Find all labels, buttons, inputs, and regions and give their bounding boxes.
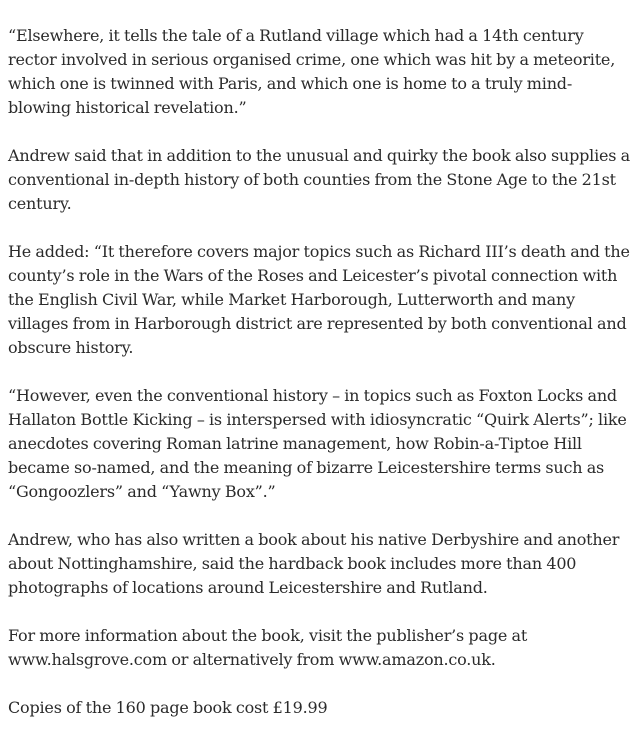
paragraph-price: Copies of the 160 page book cost £19.99 (8, 698, 328, 717)
paragraph-conventional-history: Andrew said that in addition to the unusual and quirky the book also supplies a conventional in-depth history of both counties from the Stone Age to the 21st century. (8, 146, 631, 213)
paragraph-major-topics: He added: “It therefore covers major topics such as Richard III’s death and the county’s role in the Wars of the Roses and Leicester’s pivotal connection with the English Civil War, while Market Harborough, Lutterworth and many villages from in Harborough district are represented by both conventional and obscure history. (8, 242, 630, 357)
paragraph-quirk-alerts: “However, even the conventional history – in topics such as Foxton Locks and Hallaton Bottle Kicking – is interspersed with idiosyncratic “Quirk Alerts”; like anecdotes covering Roman latrine management, how Robin-a-Tiptoe Hill became so-named, and the meaning of bizarre Leicestershire terms such as “Gongoozlers” and “Yawny Box”.” (8, 386, 627, 501)
article-body (8, 24, 633, 720)
paragraph-author-books: Andrew, who has also written a book about his native Derbyshire and another about Nottinghamshire, said the hardback book includes more than 400 photographs of locations around Leicestershire and Rutland. (8, 530, 620, 597)
paragraph-more-information: For more information about the book, visit the publisher’s page at www.halsgrove.com or alternatively from www.amazon.co.uk. (8, 626, 528, 669)
paragraph-quirk-intro: “Elsewhere, it tells the tale of a Rutland village which had a 14th century rector involved in serious organised crime, one which was hit by a meteorite, which one is twinned with Paris, and which one is home to a truly mind-blowing historical revelation.” (8, 26, 616, 117)
